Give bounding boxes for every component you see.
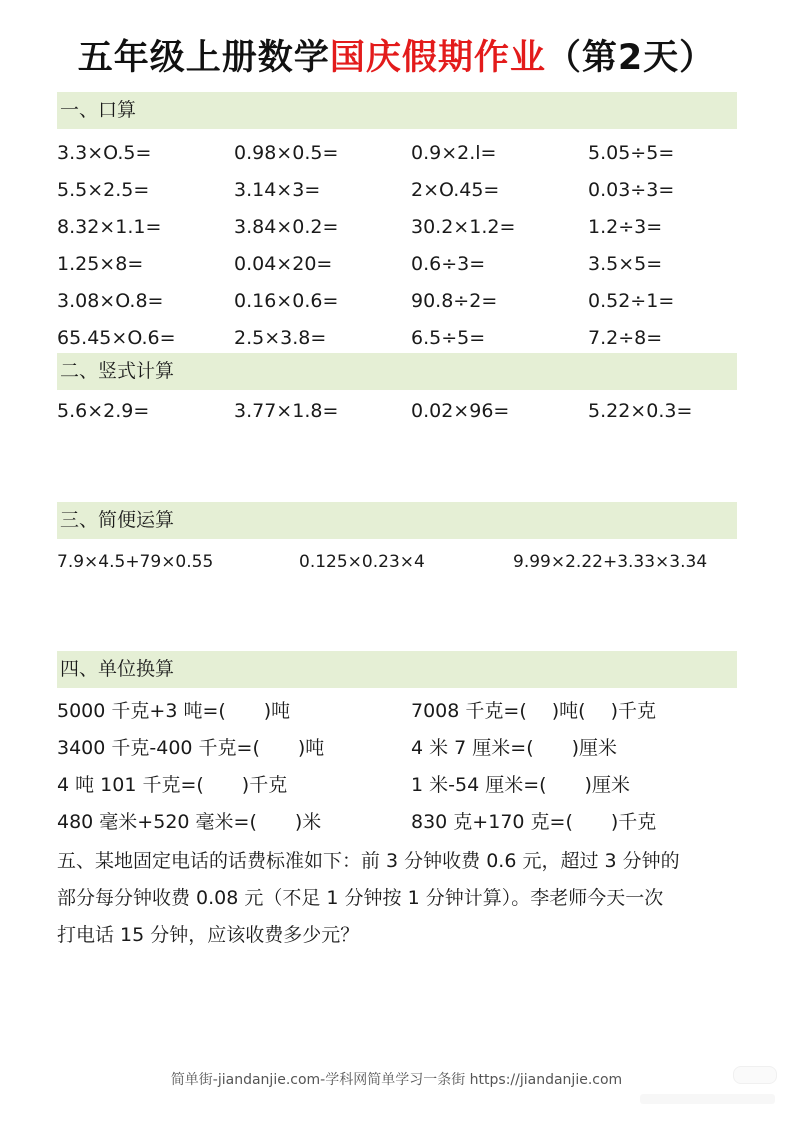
page-title — [0, 30, 793, 80]
vertical-item: 3.77×1.8= — [234, 400, 339, 422]
oral-item: 3.5×5= — [588, 253, 663, 275]
simplify-item: 9.99×2.22+3.33×3.34 — [513, 552, 708, 572]
oral-item: 0.9×2.l= — [411, 142, 497, 164]
oral-item: 2×O.45= — [411, 179, 500, 201]
oral-item: 0.03÷3= — [588, 179, 675, 201]
section-header-units: 四、单位换算 — [57, 651, 737, 688]
simplify-item: 0.125×0.23×4 — [299, 552, 425, 572]
problem-line: 部分每分钟收费 0.08 元（不足 1 分钟按 1 分钟计算）。李老师今天一次 — [57, 887, 664, 909]
title-day: （第2天） — [545, 38, 716, 78]
oral-item: 6.5÷5= — [411, 327, 486, 349]
oral-item: 90.8÷2= — [411, 290, 498, 312]
simplify-row — [57, 550, 737, 574]
oral-item: 8.32×1.1= — [57, 216, 162, 238]
oral-item: 1.2÷3= — [588, 216, 663, 238]
vertical-item: 0.02×96= — [411, 400, 510, 422]
vertical-item: 5.22×0.3= — [588, 400, 693, 422]
section-header-simplify: 三、简便运算 — [57, 502, 737, 539]
unit-item: 830 克+170 克=( )千克 — [411, 811, 657, 833]
unit-item: 3400 千克-400 千克=( )吨 — [57, 737, 325, 759]
section-header-vertical: 二、竖式计算 — [57, 353, 737, 390]
section-header-oral: 一、口算 — [57, 92, 737, 129]
unit-item: 5000 千克+3 吨=( )吨 — [57, 700, 291, 722]
oral-item: 65.45×O.6= — [57, 327, 176, 349]
watermark-badge — [733, 1066, 777, 1084]
oral-item: 3.84×0.2= — [234, 216, 339, 238]
oral-item: 5.05÷5= — [588, 142, 675, 164]
oral-item: 3.3×O.5= — [57, 142, 152, 164]
title-homework: 国庆假期作业 — [329, 38, 546, 78]
oral-item: 30.2×1.2= — [411, 216, 516, 238]
unit-item: 7008 千克=( )吨( )千克 — [411, 700, 657, 722]
word-problem — [57, 843, 747, 954]
oral-item: 7.2÷8= — [588, 327, 663, 349]
title-grade: 五年级上册数学 — [77, 38, 330, 78]
unit-item: 4 米 7 厘米=( )厘米 — [411, 737, 618, 759]
problem-line: 五、某地固定电话的话费标准如下：前 3 分钟收费 0.6 元，超过 3 分钟的 — [57, 850, 680, 872]
oral-item: 0.16×0.6= — [234, 290, 339, 312]
watermark-strip — [640, 1094, 775, 1104]
oral-item: 0.52÷1= — [588, 290, 675, 312]
oral-item: 3.14×3= — [234, 179, 321, 201]
oral-item: 1.25×8= — [57, 253, 144, 275]
oral-item: 3.08×O.8= — [57, 290, 164, 312]
oral-item: 0.6÷3= — [411, 253, 486, 275]
oral-item: 5.5×2.5= — [57, 179, 150, 201]
unit-item: 1 米-54 厘米=( )厘米 — [411, 774, 630, 796]
vertical-item: 5.6×2.9= — [57, 400, 150, 422]
unit-item: 480 毫米+520 毫米=( )米 — [57, 811, 322, 833]
oral-item: 0.04×20= — [234, 253, 333, 275]
footer-source: 简单街-jiandanjie.com-学科网简单学习一条街 https://jiandanjie.com — [170, 1072, 623, 1088]
oral-item: 2.5×3.8= — [234, 327, 327, 349]
simplify-item: 7.9×4.5+79×0.55 — [57, 552, 214, 572]
oral-item: 0.98×0.5= — [234, 142, 339, 164]
problem-line: 打电话 15 分钟，应该收费多少元？ — [57, 924, 360, 946]
unit-item: 4 吨 101 千克=( )千克 — [57, 774, 288, 796]
